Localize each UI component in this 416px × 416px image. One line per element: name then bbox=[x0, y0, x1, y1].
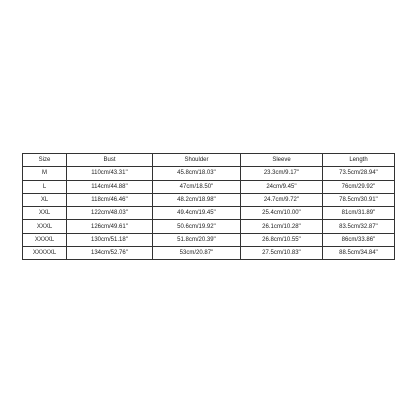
table-row bbox=[23, 233, 395, 246]
cell-shoulder: 51.8cm/20.39'' bbox=[153, 233, 241, 246]
cell-length: 86cm/33.86'' bbox=[323, 233, 395, 246]
header-size: Size bbox=[23, 154, 67, 167]
cell-bust: 118cm/46.46'' bbox=[67, 193, 153, 206]
cell-sleeve: 24cm/9.45'' bbox=[241, 180, 323, 193]
table-row bbox=[23, 193, 395, 206]
cell-length: 88.5cm/34.84'' bbox=[323, 247, 395, 260]
table-row bbox=[23, 220, 395, 233]
cell-shoulder: 45.8cm/18.03'' bbox=[153, 167, 241, 180]
cell-size: L bbox=[23, 180, 67, 193]
cell-length: 76cm/29.92'' bbox=[323, 180, 395, 193]
cell-size: XXL bbox=[23, 207, 67, 220]
size-chart-table bbox=[22, 153, 395, 260]
cell-shoulder: 49.4cm/19.45'' bbox=[153, 207, 241, 220]
header-sleeve: Sleeve bbox=[241, 154, 323, 167]
table-row bbox=[23, 167, 395, 180]
cell-length: 73.5cm/28.94'' bbox=[323, 167, 395, 180]
cell-sleeve: 26.8cm/10.55'' bbox=[241, 233, 323, 246]
cell-bust: 134cm/52.76'' bbox=[67, 247, 153, 260]
cell-bust: 122cm/48.03'' bbox=[67, 207, 153, 220]
table-row bbox=[23, 247, 395, 260]
cell-size: XL bbox=[23, 193, 67, 206]
header-shoulder: Shoulder bbox=[153, 154, 241, 167]
cell-size: M bbox=[23, 167, 67, 180]
table-row bbox=[23, 180, 395, 193]
cell-bust: 114cm/44.88'' bbox=[67, 180, 153, 193]
cell-length: 78.5cm/30.91'' bbox=[323, 193, 395, 206]
cell-sleeve: 24.7cm/9.72'' bbox=[241, 193, 323, 206]
cell-sleeve: 25.4cm/10.00'' bbox=[241, 207, 323, 220]
cell-shoulder: 50.6cm/19.92'' bbox=[153, 220, 241, 233]
cell-size: XXXL bbox=[23, 220, 67, 233]
cell-sleeve: 23.3cm/9.17'' bbox=[241, 167, 323, 180]
cell-bust: 126cm/49.61'' bbox=[67, 220, 153, 233]
cell-bust: 110cm/43.31'' bbox=[67, 167, 153, 180]
cell-sleeve: 26.1cm/10.28'' bbox=[241, 220, 323, 233]
table-row bbox=[23, 207, 395, 220]
header-bust: Bust bbox=[67, 154, 153, 167]
cell-size: XXXXXL bbox=[23, 247, 67, 260]
cell-length: 81cm/31.89'' bbox=[323, 207, 395, 220]
cell-shoulder: 53cm/20.87'' bbox=[153, 247, 241, 260]
cell-shoulder: 47cm/18.50'' bbox=[153, 180, 241, 193]
table-header-row bbox=[23, 154, 395, 167]
cell-size: XXXXL bbox=[23, 233, 67, 246]
cell-shoulder: 48.2cm/18.98'' bbox=[153, 193, 241, 206]
cell-length: 83.5cm/32.87'' bbox=[323, 220, 395, 233]
header-length: Length bbox=[323, 154, 395, 167]
cell-bust: 130cm/51.18'' bbox=[67, 233, 153, 246]
cell-sleeve: 27.5cm/10.83'' bbox=[241, 247, 323, 260]
